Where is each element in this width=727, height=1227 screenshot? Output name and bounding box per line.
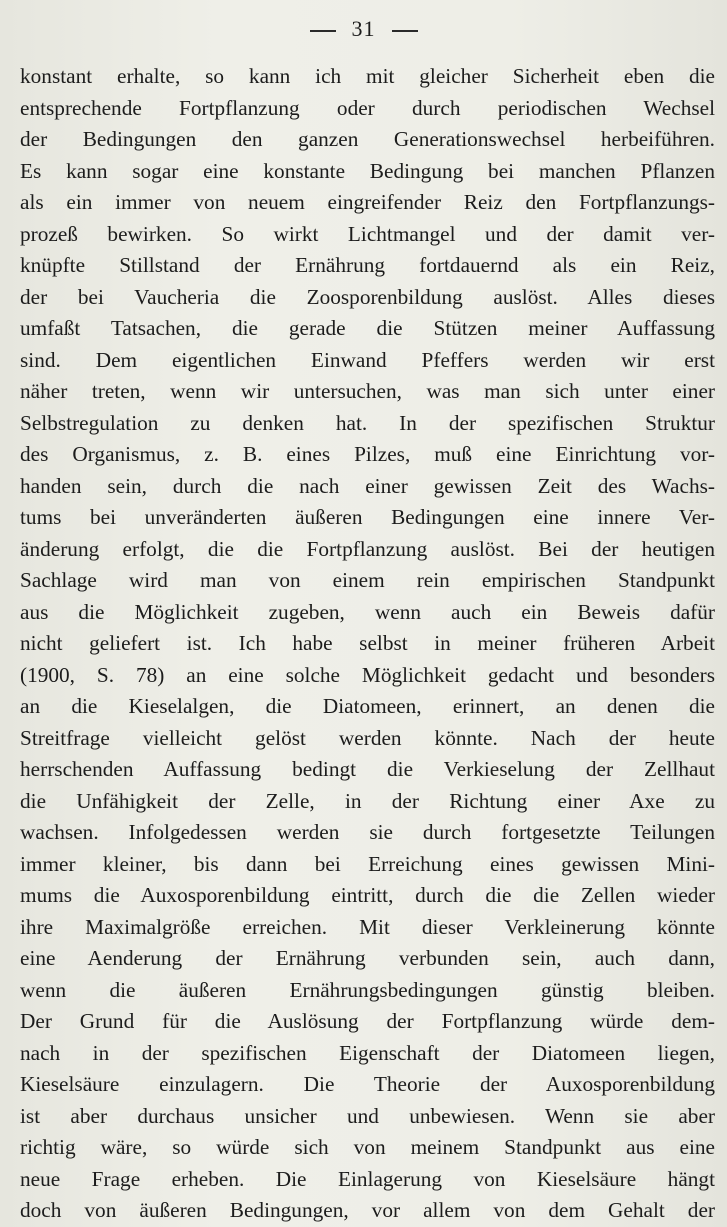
text-line: sind. Dem eigentlichen Einwand Pfeffers werden wir erst [20, 347, 715, 372]
text-line: Selbstregulation zu denken hat. In der spezifischen Struktur [20, 410, 715, 435]
text-line: entsprechende Fortpflanzung oder durch periodischen Wechsel [20, 95, 715, 120]
page-number: 31 [351, 16, 376, 41]
text-line: ihre Maximalgröße erreichen. Mit dieser Verkleinerung könnte [20, 914, 715, 939]
text-line: handen sein, durch die nach einer gewissen Zeit des Wachs- [20, 473, 715, 498]
text-line: des Organismus, z. B. eines Pilzes, muß eine Einrichtung vor- [20, 442, 715, 466]
header-dash-left [310, 30, 336, 32]
text-line: mums die Auxosporenbildung eintritt, durch die die Zellen wieder [20, 883, 715, 907]
text-line: aus die Möglichkeit zugeben, wenn auch ein Beweis dafür [20, 599, 715, 624]
text-line: knüpfte Stillstand der Ernährung fortdauernd als ein Reiz, [20, 253, 715, 277]
text-line: nach in der spezifischen Eigenschaft der Diatomeen liegen, [20, 1040, 715, 1065]
text-line: neue Frage erheben. Die Einlagerung von Kieselsäure hängt [20, 1166, 715, 1191]
text-line: an die Kieselalgen, die Diatomeen, erinnert, an denen die [20, 694, 715, 718]
text-line: doch von äußeren Bedingungen, vor allem von dem Gehalt der [20, 1198, 715, 1222]
text-line: Kieselsäure einzulagern. Die Theorie der Auxosporenbildung [20, 1072, 715, 1096]
text-line: richtig wäre, so würde sich von meinem Standpunkt aus eine [20, 1135, 715, 1159]
text-line: näher treten, wenn wir untersuchen, was man sich unter einer [20, 379, 715, 403]
header-dash-right [392, 30, 418, 32]
text-line: konstant erhalte, so kann ich mit gleicher Sicherheit eben die [20, 64, 715, 88]
text-line: eine Aenderung der Ernährung verbunden sein, auch dann, [20, 946, 715, 970]
text-line: tums bei unveränderten äußeren Bedingungen eine innere Ver- [20, 505, 715, 529]
text-line: als ein immer von neuem eingreifender Reiz den Fortpflanzungs- [20, 190, 715, 214]
text-line: die Unfähigkeit der Zelle, in der Richtung einer Axe zu [20, 788, 715, 813]
body-text [20, 61, 715, 1227]
text-line: immer kleiner, bis dann bei Erreichung eines gewissen Mini- [20, 851, 715, 876]
page-header [0, 16, 727, 42]
text-line: prozeß bewirken. So wirkt Lichtmangel und der damit ver- [20, 221, 715, 246]
text-line: wenn die äußeren Ernährungsbedingungen günstig bleiben. [20, 977, 715, 1002]
text-line: (1900, S. 78) an eine solche Möglichkeit gedacht und besonders [20, 662, 715, 687]
text-line: umfaßt Tatsachen, die gerade die Stützen meiner Auffassung [20, 316, 715, 340]
text-line: Es kann sogar eine konstante Bedingung bei manchen Pflanzen [20, 158, 715, 183]
text-line: Streitfrage vielleicht gelöst werden könnte. Nach der heute [20, 725, 715, 750]
text-line: ist aber durchaus unsicher und unbewiesen. Wenn sie aber [20, 1103, 715, 1128]
text-line: der bei Vaucheria die Zoosporenbildung auslöst. Alles dieses [20, 284, 715, 309]
text-line: der Bedingungen den ganzen Generationswechsel herbeiführen. [20, 127, 715, 151]
text-line: änderung erfolgt, die die Fortpflanzung auslöst. Bei der heutigen [20, 536, 715, 561]
text-line: herrschenden Auffassung bedingt die Verkieselung der Zellhaut [20, 757, 715, 781]
text-line: wachsen. Infolgedessen werden sie durch fortgesetzte Teilungen [20, 820, 715, 844]
text-line: nicht geliefert ist. Ich habe selbst in meiner früheren Arbeit [20, 631, 715, 655]
text-line: Sachlage wird man von einem rein empirischen Standpunkt [20, 568, 715, 592]
text-line: Der Grund für die Auslösung der Fortpflanzung würde dem- [20, 1009, 715, 1033]
